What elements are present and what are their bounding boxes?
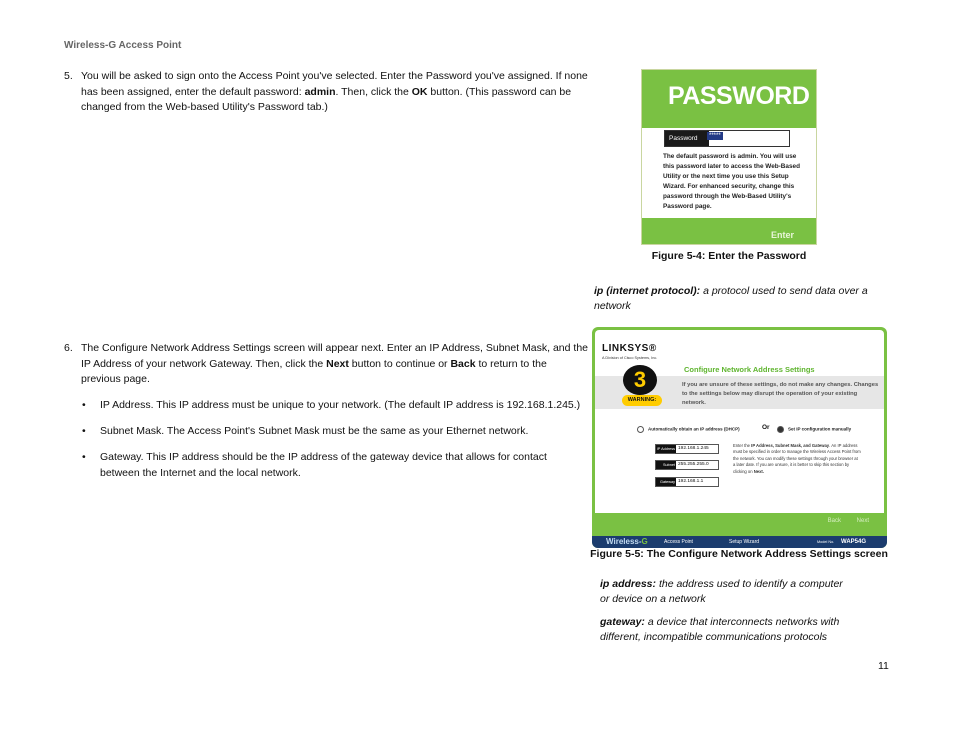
step-6-number: 6. [64, 342, 73, 354]
configure-title: Configure Network Address Settings [684, 365, 815, 374]
glossary-ip-protocol: ip (internet protocol): a protocol used to send data over a network [594, 285, 868, 312]
bullet-subnet-mask [82, 424, 588, 440]
dhcp-option[interactable]: Automatically obtain an IP address (DHCP) [637, 426, 740, 433]
step-6-text: The Configure Network Address Settings screen will appear next. Enter an IP Address, Subnet Mask, and the IP Address of your network Gateway. Then, click the Next button to continue or Back to return to the previous page. [81, 342, 588, 385]
glossary-gateway: gateway: a device that interconnects networks with different, incompatible communications protocols [600, 616, 840, 643]
bullet-text: Subnet Mask. The Access Point's Subnet Mask must be the same as your Ethernet network. [100, 425, 529, 437]
footer-model-label: Model No. [817, 540, 835, 544]
subnet-mask-label: Subnet Mask [656, 461, 676, 469]
step-5-text: You will be asked to sign onto the Access Point you've selected. Enter the Password you've assigned. If none has been assigned, enter the default password: admin. Then, click the OK button. (This password can be changed from the Web-based Utility's Password tab.) [81, 70, 588, 113]
step-5-number: 5. [64, 70, 73, 82]
configure-network-figure [592, 327, 887, 548]
bullet-gateway [82, 450, 588, 481]
password-description: The default password is admin. You will use this password later to access the Web-Based Utility or the next time you use this Setup Wizard. For enhanced security, change this password through the Web-Based Utility's Password page. [663, 153, 800, 210]
manual-option[interactable]: Set IP configuration manually [777, 426, 851, 433]
password-field-value: ***** [709, 133, 721, 139]
password-input[interactable] [664, 130, 790, 147]
password-field-label: Password [665, 131, 709, 146]
linksys-logo-subtitle: A Division of Cisco Systems, Inc. [602, 356, 658, 360]
footer-wizard: Setup Wizard [729, 539, 760, 545]
enter-button[interactable]: Enter [770, 230, 794, 240]
linksys-logo: LINKSYS® [602, 343, 657, 354]
ip-address-label: IP Address [656, 447, 675, 451]
bullet-symbol: • [82, 451, 86, 463]
radio-icon[interactable] [777, 426, 784, 433]
subnet-mask-value: 255.255.255.0 [678, 462, 709, 467]
running-header: Wireless-G Access Point [64, 40, 182, 51]
figure-5-4-caption: Figure 5-4: Enter the Password [651, 250, 807, 262]
bullet-text: Gateway. This IP address should be the IP address of the gateway device that allows for contact between the Internet and the local network. [100, 451, 547, 479]
password-title: PASSWORD [668, 82, 810, 110]
step-5 [64, 69, 588, 116]
bullet-symbol: • [82, 399, 86, 411]
gateway-input[interactable] [655, 477, 719, 487]
bullet-symbol: • [82, 425, 86, 437]
ip-address-input[interactable] [655, 444, 719, 454]
bullet-ip-address [82, 398, 588, 414]
footer-product: Access Point [664, 539, 693, 545]
figure-5-5-caption: Figure 5-5: The Configure Network Address Settings screen [590, 548, 888, 560]
radio-icon[interactable] [637, 426, 644, 433]
or-label: Or [762, 424, 770, 431]
back-button[interactable]: Back [827, 518, 841, 524]
warning-text: If you are unsure of these settings, do not make any changes. Changes to the settings below may disrupt the operation of your existing network. [682, 382, 879, 406]
configure-help-text: Enter the IP Address, Subnet Mask, and Gateway. An IP address must be specified in order to manage the Wireless Access Point from the network. You can modify these settings through your browser at a later date. If you are unsure, it is better to skip this section by clicking on Next. [733, 443, 861, 474]
wizard-nav-buttons [814, 518, 869, 524]
footer-brand: Wireless-G [606, 537, 648, 546]
password-screen-figure [641, 69, 817, 245]
page-number: 11 [878, 660, 889, 672]
gateway-label: Gateway [656, 478, 676, 486]
subnet-mask-input[interactable] [655, 460, 719, 475]
step-number-badge: 3 [623, 365, 657, 395]
bullet-text: IP Address. This IP address must be unique to your network. (The default IP address is 192.168.1.245.) [100, 399, 581, 411]
glossary-ip-address: ip address: the address used to identify a computer or device on a network [600, 578, 843, 605]
warning-badge: WARNING: [622, 395, 662, 406]
gateway-value: 192.168.1.1 [678, 479, 704, 484]
ip-address-value: 192.168.1.245 [678, 446, 709, 451]
step-6 [64, 341, 588, 388]
footer-model: WAP54G [841, 539, 867, 545]
configure-footer [592, 536, 887, 548]
next-button[interactable]: Next [856, 518, 869, 524]
